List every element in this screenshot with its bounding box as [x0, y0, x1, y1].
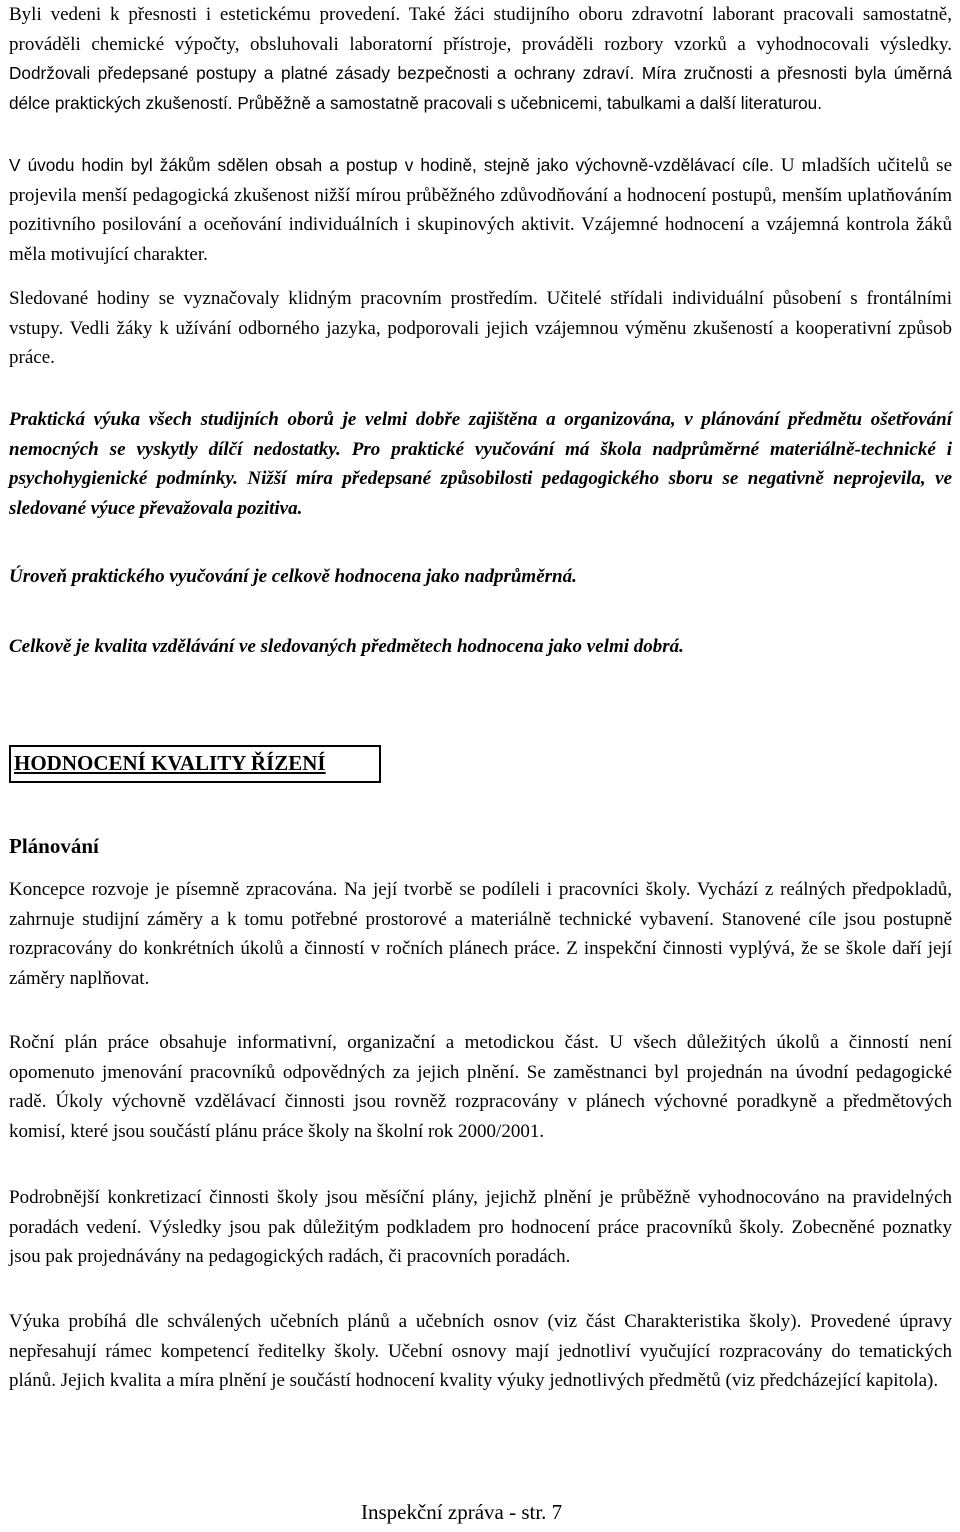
overall-quality-statement: Celkově je kvalita vzdělávání ve sledovaných předmětech hodnocena jako velmi dobrá. [9, 636, 684, 657]
intro-paragraph-1 [9, 0, 952, 118]
planning-paragraph-4: Výuka probíhá dle schválených učebních plánů a učebních osnov (viz část Charakteristika školy). Provedené úpravy nepřesahují rámec kompetencí ředitelky školy. Učební osnovy mají jednotliví vyučující rozpracovány do tematických plánů. Jejich kvalita a míra plnění je součástí hodnocení kvality výuky jednotlivých předmětů (viz předcházející kapitola). [9, 1311, 952, 1391]
planning-paragraph-1: Koncepce rozvoje je písemně zpracována. Na její tvorbě se podíleli i pracovníci školy. Vychází z reálných předpokladů, zahrnuje studijní záměry a k tomu potřebné prostorové a materiálně technické vybavení. Stanovené cíle jsou postupně rozpracovány do konkrétních úkolů a činností v ročních plánech práce. Z inspekční činnosti vyplývá, že se škole daří její záměry naplňovat. [9, 879, 952, 989]
planning-paragraph-3: Podrobnější konkretizací činnosti školy jsou měsíční plány, jejichž plnění je průběžně vyhodnocováno na pravidelných poradách vedení. Výsledky jsou pak důležitým podkladem pro hodnocení práce pracovníků školy. Zobecněné poznatky jsou pak projednávány na pedagogických radách, či pracovních poradách. [9, 1187, 952, 1267]
intro-paragraph-1-serif: Byli vedeni k přesnosti i estetickému provedení. Také žáci studijního oboru zdravotní laborant pracovali samostatně, prováděli chemické výpočty, obsluhovali laboratorní přístroje, prováděli rozbory vzorků a vyhodnocovali výsledky. [9, 4, 952, 55]
summary-paragraph: Praktická výuka všech studijních oborů je velmi dobře zajištěna a organizována, v plánování předmětu ošetřování nemocných se vyskytly dílčí nedostatky. Pro praktické vyučování má škola nadprůměrné materiálně-technické i psychohygienické podmínky. Nižší míra předepsané způsobilosti pedagogického sboru se negativně neprojevila, ve sledované výuce převažovala pozitiva. [9, 409, 952, 519]
subsection-heading: Plánování [9, 834, 99, 858]
intro-paragraph-3: Sledované hodiny se vyznačovaly klidným pracovním prostředím. Učitelé střídali individuální působení s frontálními vstupy. Vedli žáky k užívání odborného jazyka, podporovali jejich vzájemnou výměnu zkušeností a kooperativní způsob práce. [9, 288, 952, 368]
section-heading: HODNOCENÍ KVALITY ŘÍZENÍ [14, 751, 326, 775]
practical-level-statement: Úroveň praktického vyučování je celkově hodnocena jako nadprůměrná. [9, 566, 577, 587]
intro-paragraph-2-sans: V úvodu hodin byl žákům sdělen obsah a postup v hodině, stejně jako výchovně-vzdělávací cíle. [9, 155, 774, 175]
planning-paragraph-2: Roční plán práce obsahuje informativní, organizační a metodickou část. U všech důležitých úkolů a činností není opomenuto jmenování pracovníků odpovědných za jejich plnění. Se zaměstnanci byl projednán na úvodní pedagogické radě. Úkoly výchovně vzdělávací činnosti jsou rovněž rozpracovány v plánech výchovné poradkyně a předmětových komisí, které jsou součástí plánu práce školy na školní rok 2000/2001. [9, 1032, 952, 1142]
intro-paragraph-1-sans: Dodržovali předepsané postupy a platné zásady bezpečnosti a ochrany zdraví. Míra zručnosti a přesnosti byla úměrná délce praktických zkušeností. Průběžně a samostatně pracovali s učebnicemi, tabulkami a další literaturou. [9, 63, 952, 113]
intro-paragraph-2 [9, 151, 952, 269]
section-heading-box [9, 745, 381, 783]
page-footer: Inspekční zpráva - str. 7 [361, 1500, 563, 1524]
intro-paragraph-2-serif: U mladších učitelů se projevila menší pedagogická zkušenost nižší mírou průběžného zdůvodňování a hodnocení postupů, menším uplatňováním pozitivního posilování a oceňování individuálních i skupinových aktivit. Vzájemné hodnocení a vzájemná kontrola žáků měla motivující charakter. [9, 155, 953, 265]
